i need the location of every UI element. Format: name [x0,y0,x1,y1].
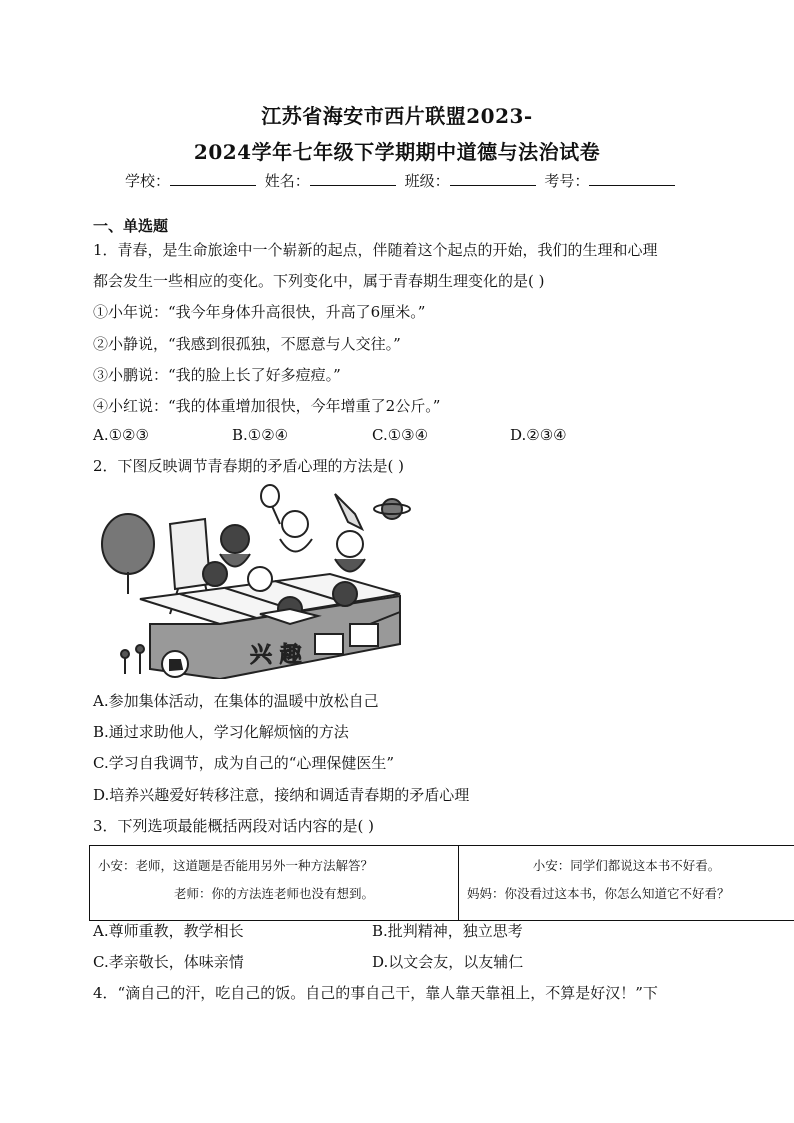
dialogue-left-cell [90,846,459,921]
class-label: 班级： [404,172,450,190]
q1-statement-4: ④小红说：“我的体重增加很快，今年增重了2公斤。” [93,397,441,415]
q1-statement-1: ①小年说：“我今年身体升高很快，升高了6厘米。” [93,303,426,321]
section-heading: 一、单选题 [93,217,169,235]
dialogue-right-cell [459,846,794,921]
school-blank[interactable] [170,171,256,186]
q1-option-a[interactable]: A.①②③ [93,426,149,444]
banner-text: 兴 趣 [250,643,302,668]
exam-title-line1: 江苏省海安市西片联盟2023- [261,104,533,128]
q2-option-d[interactable]: D.培养兴趣爱好转移注意，接纳和调适青春期的矛盾心理 [93,786,470,804]
exam-title-line2: 2024学年七年级下学期期中道德与法治试卷 [193,140,601,164]
q1-statement-3: ③小鹏说：“我的脸上长了好多痘痘。” [93,366,341,384]
q1-option-b[interactable]: B.①②④ [232,426,289,444]
exam-number-blank[interactable] [589,171,675,186]
q3-option-d[interactable]: D.以文会友，以友辅仁 [372,953,524,971]
student-info-fields [125,170,679,191]
q1-stem-line2: 都会发生一些相应的变化。下列变化中，属于青春期生理变化的是( ) [93,272,545,290]
q1-statement-2: ②小静说，“我感到很孤独，不愿意与人交往。” [93,335,401,353]
q1-stem-line1: 1．青春，是生命旅途中一个崭新的起点，伴随着这个起点的开始，我们的生理和心理 [93,241,658,259]
q2-stem: 2．下图反映调节青春期的矛盾心理的方法是( ) [93,457,405,475]
name-blank[interactable] [310,171,396,186]
q3-option-a[interactable]: A.尊师重教，教学相长 [93,922,244,940]
hobbies-illustration [100,484,412,679]
dialogue-right-line1: 小安：同学们都说这本书不好看。 [532,858,721,873]
q3-option-b[interactable]: B.批判精神，独立思考 [372,922,523,940]
q2-option-b[interactable]: B.通过求助他人，学习化解烦恼的方法 [93,723,349,741]
q2-option-a[interactable]: A.参加集体活动，在集体的温暖中放松自己 [93,692,379,710]
dialogue-right-line2: 妈妈：你没看过这本书，你怎么知道它不好看？ [467,886,730,901]
q3-option-c[interactable]: C.孝亲敬长，体味亲情 [93,953,244,971]
class-blank[interactable] [450,171,536,186]
q1-option-c[interactable]: C.①③④ [372,426,429,444]
q2-option-c[interactable]: C.学习自我调节，成为自己的“心理保健医生” [93,754,395,772]
name-label: 姓名： [264,172,310,190]
school-label: 学校： [125,172,171,190]
dialogue-left-line1: 小安：老师，这道题是否能用另外一种方法解答？ [98,858,374,873]
q3-dialogue-table [89,845,794,921]
q3-stem: 3．下列选项最能概括两段对话内容的是( ) [93,817,375,835]
q1-option-d[interactable]: D.②③④ [510,426,567,444]
dialogue-left-line2: 老师：你的方法连老师也没有想到。 [173,886,374,901]
exam-number-label: 考号： [544,172,590,190]
q4-stem: 4．“滴自己的汗，吃自己的饭。自己的事自己干，靠人靠天靠祖上，不算是好汉！”下 [93,984,658,1002]
